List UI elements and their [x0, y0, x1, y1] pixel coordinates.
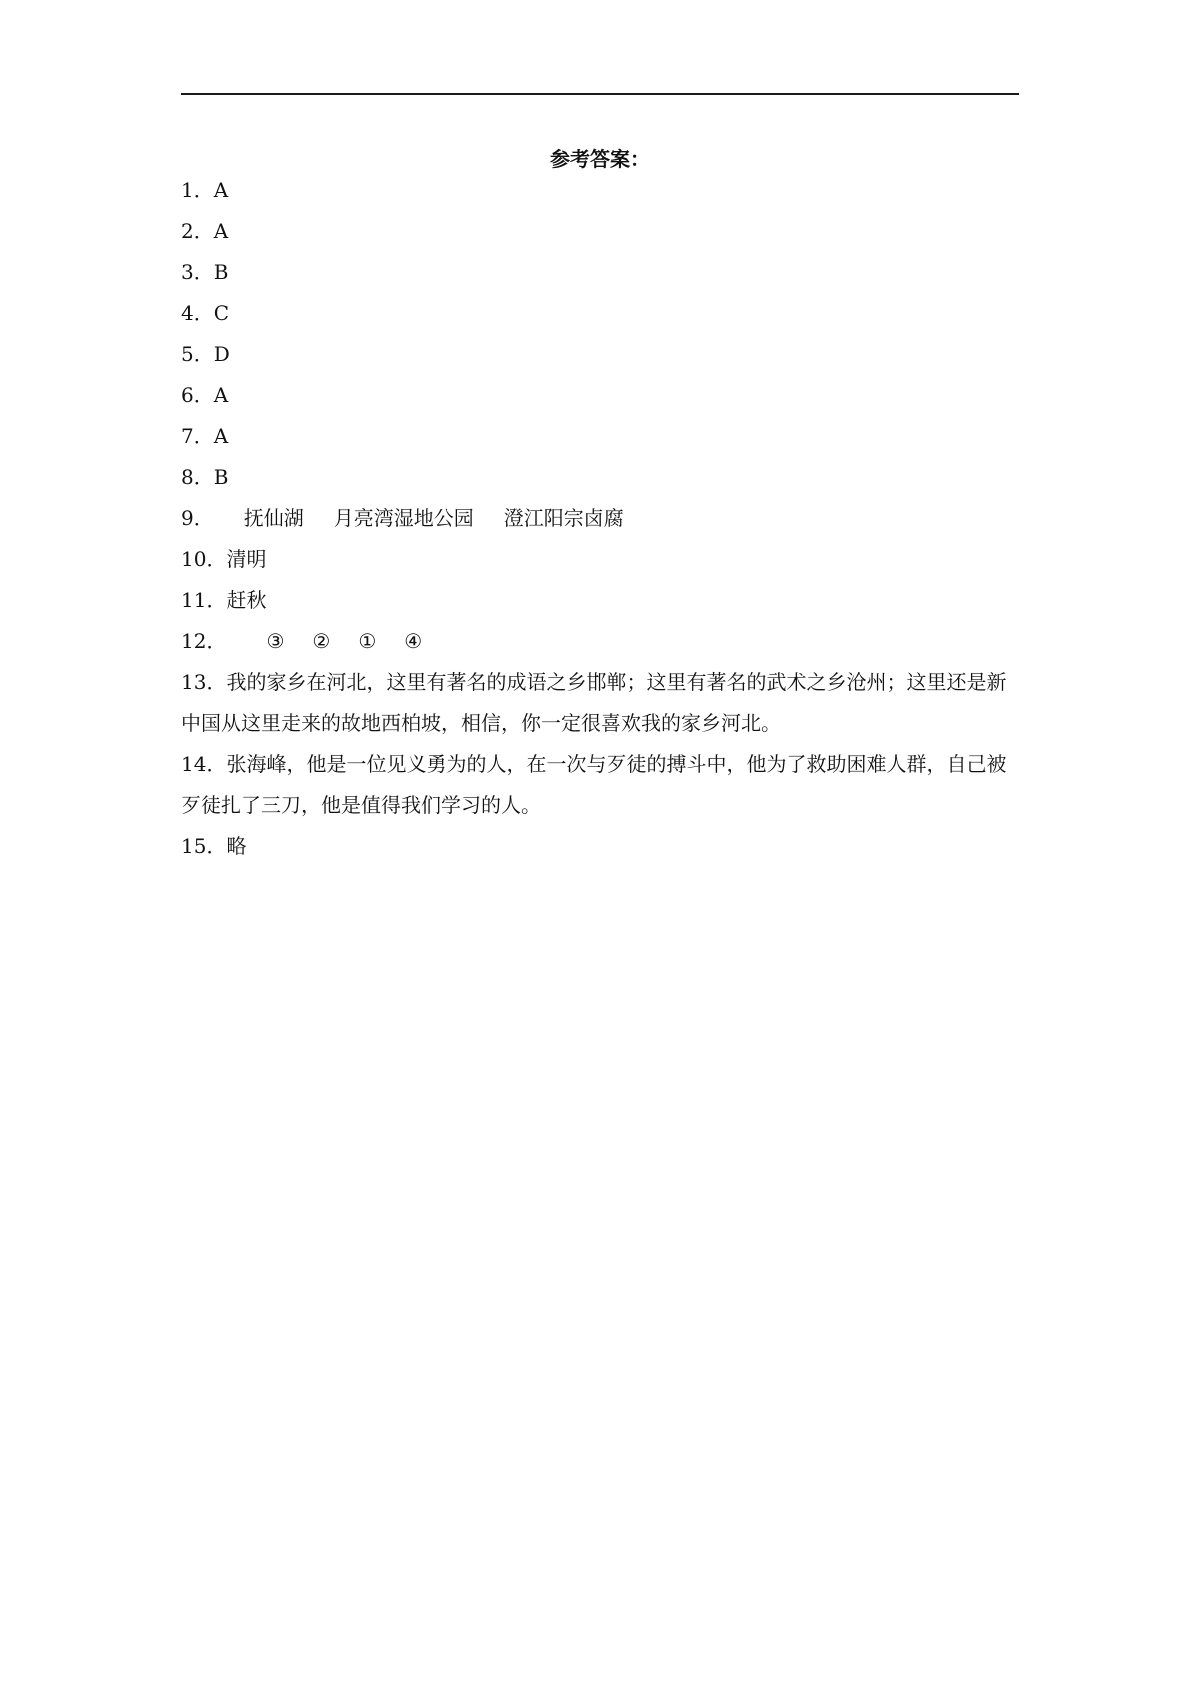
answer-item [181, 211, 1019, 252]
answer-item [181, 293, 1019, 334]
answer-number: 4 [181, 301, 194, 325]
answer-item [181, 580, 1019, 621]
answer-item [181, 375, 1019, 416]
answer-item [181, 744, 1019, 826]
answer-separator: ． [193, 506, 214, 530]
answer-text: 赶秋 [226, 588, 267, 612]
answer-list [181, 170, 1019, 867]
answer-text: A [213, 424, 229, 448]
answer-number: 7 [181, 424, 194, 448]
answer-text: A [213, 178, 229, 202]
answer-blank: ④ [404, 629, 423, 653]
answer-text: A [213, 383, 229, 407]
answer-number: 1 [181, 178, 194, 202]
answer-text: B [213, 465, 229, 489]
answer-blank: ③ [266, 629, 285, 653]
answer-text: 清明 [226, 547, 267, 571]
answer-separator: ． [206, 629, 227, 653]
answer-separator: ． [206, 670, 227, 694]
answer-separator: ． [206, 547, 227, 571]
answer-text: B [213, 260, 229, 284]
answer-item [181, 457, 1019, 498]
answer-number: 2 [181, 219, 194, 243]
answer-number: 5 [181, 342, 194, 366]
answer-separator: ． [193, 219, 214, 243]
answer-separator: ． [193, 342, 214, 366]
answer-text: 张海峰，他是一位见义勇为的人，在一次与歹徒的搏斗中，他为了救助困难人群，自己被歹徒扎了三刀，他是值得我们学习的人。 [181, 752, 1007, 817]
answer-number: 10 [181, 547, 207, 571]
answer-number: 9 [181, 506, 194, 530]
answer-separator: ． [206, 834, 227, 858]
answer-number: 14 [181, 752, 207, 776]
answer-text: D [213, 342, 230, 366]
answer-text: A [213, 219, 229, 243]
answer-number: 12 [181, 629, 207, 653]
answer-item [181, 334, 1019, 375]
answer-item [181, 416, 1019, 457]
answer-separator: ． [193, 178, 214, 202]
answer-text: 我的家乡在河北，这里有著名的成语之乡邯郸；这里有著名的武术之乡沧州；这里还是新中国从这里走来的故地西柏坡，相信，你一定很喜欢我的家乡河北。 [181, 670, 1007, 735]
answer-separator: ． [193, 260, 214, 284]
answer-blank: ① [358, 629, 377, 653]
answer-number: 8 [181, 465, 194, 489]
answer-blank: 澄江阳宗卤腐 [503, 506, 624, 530]
answer-item [181, 498, 1019, 539]
answer-number: 11 [181, 588, 207, 612]
answer-blank: ② [312, 629, 331, 653]
answer-separator: ． [206, 588, 227, 612]
answer-separator: ． [193, 424, 214, 448]
answer-item [181, 826, 1019, 867]
answer-blank: 抚仙湖 [243, 506, 304, 530]
answer-separator: ． [193, 465, 214, 489]
answer-item [181, 170, 1019, 211]
answer-item [181, 621, 1019, 662]
answer-item [181, 662, 1019, 744]
answer-item [181, 539, 1019, 580]
answer-text: 略 [226, 834, 247, 858]
answer-number: 13 [181, 670, 207, 694]
answer-text: C [213, 301, 230, 325]
answer-number: 15 [181, 834, 207, 858]
answer-blank: 月亮湾湿地公园 [333, 506, 474, 530]
answer-separator: ． [193, 383, 214, 407]
answer-item [181, 252, 1019, 293]
answer-number: 6 [181, 383, 194, 407]
header-rule [181, 93, 1019, 95]
answer-separator: ． [206, 752, 227, 776]
answer-separator: ． [193, 301, 214, 325]
answer-number: 3 [181, 260, 194, 284]
page-title: 参考答案： [550, 147, 650, 171]
